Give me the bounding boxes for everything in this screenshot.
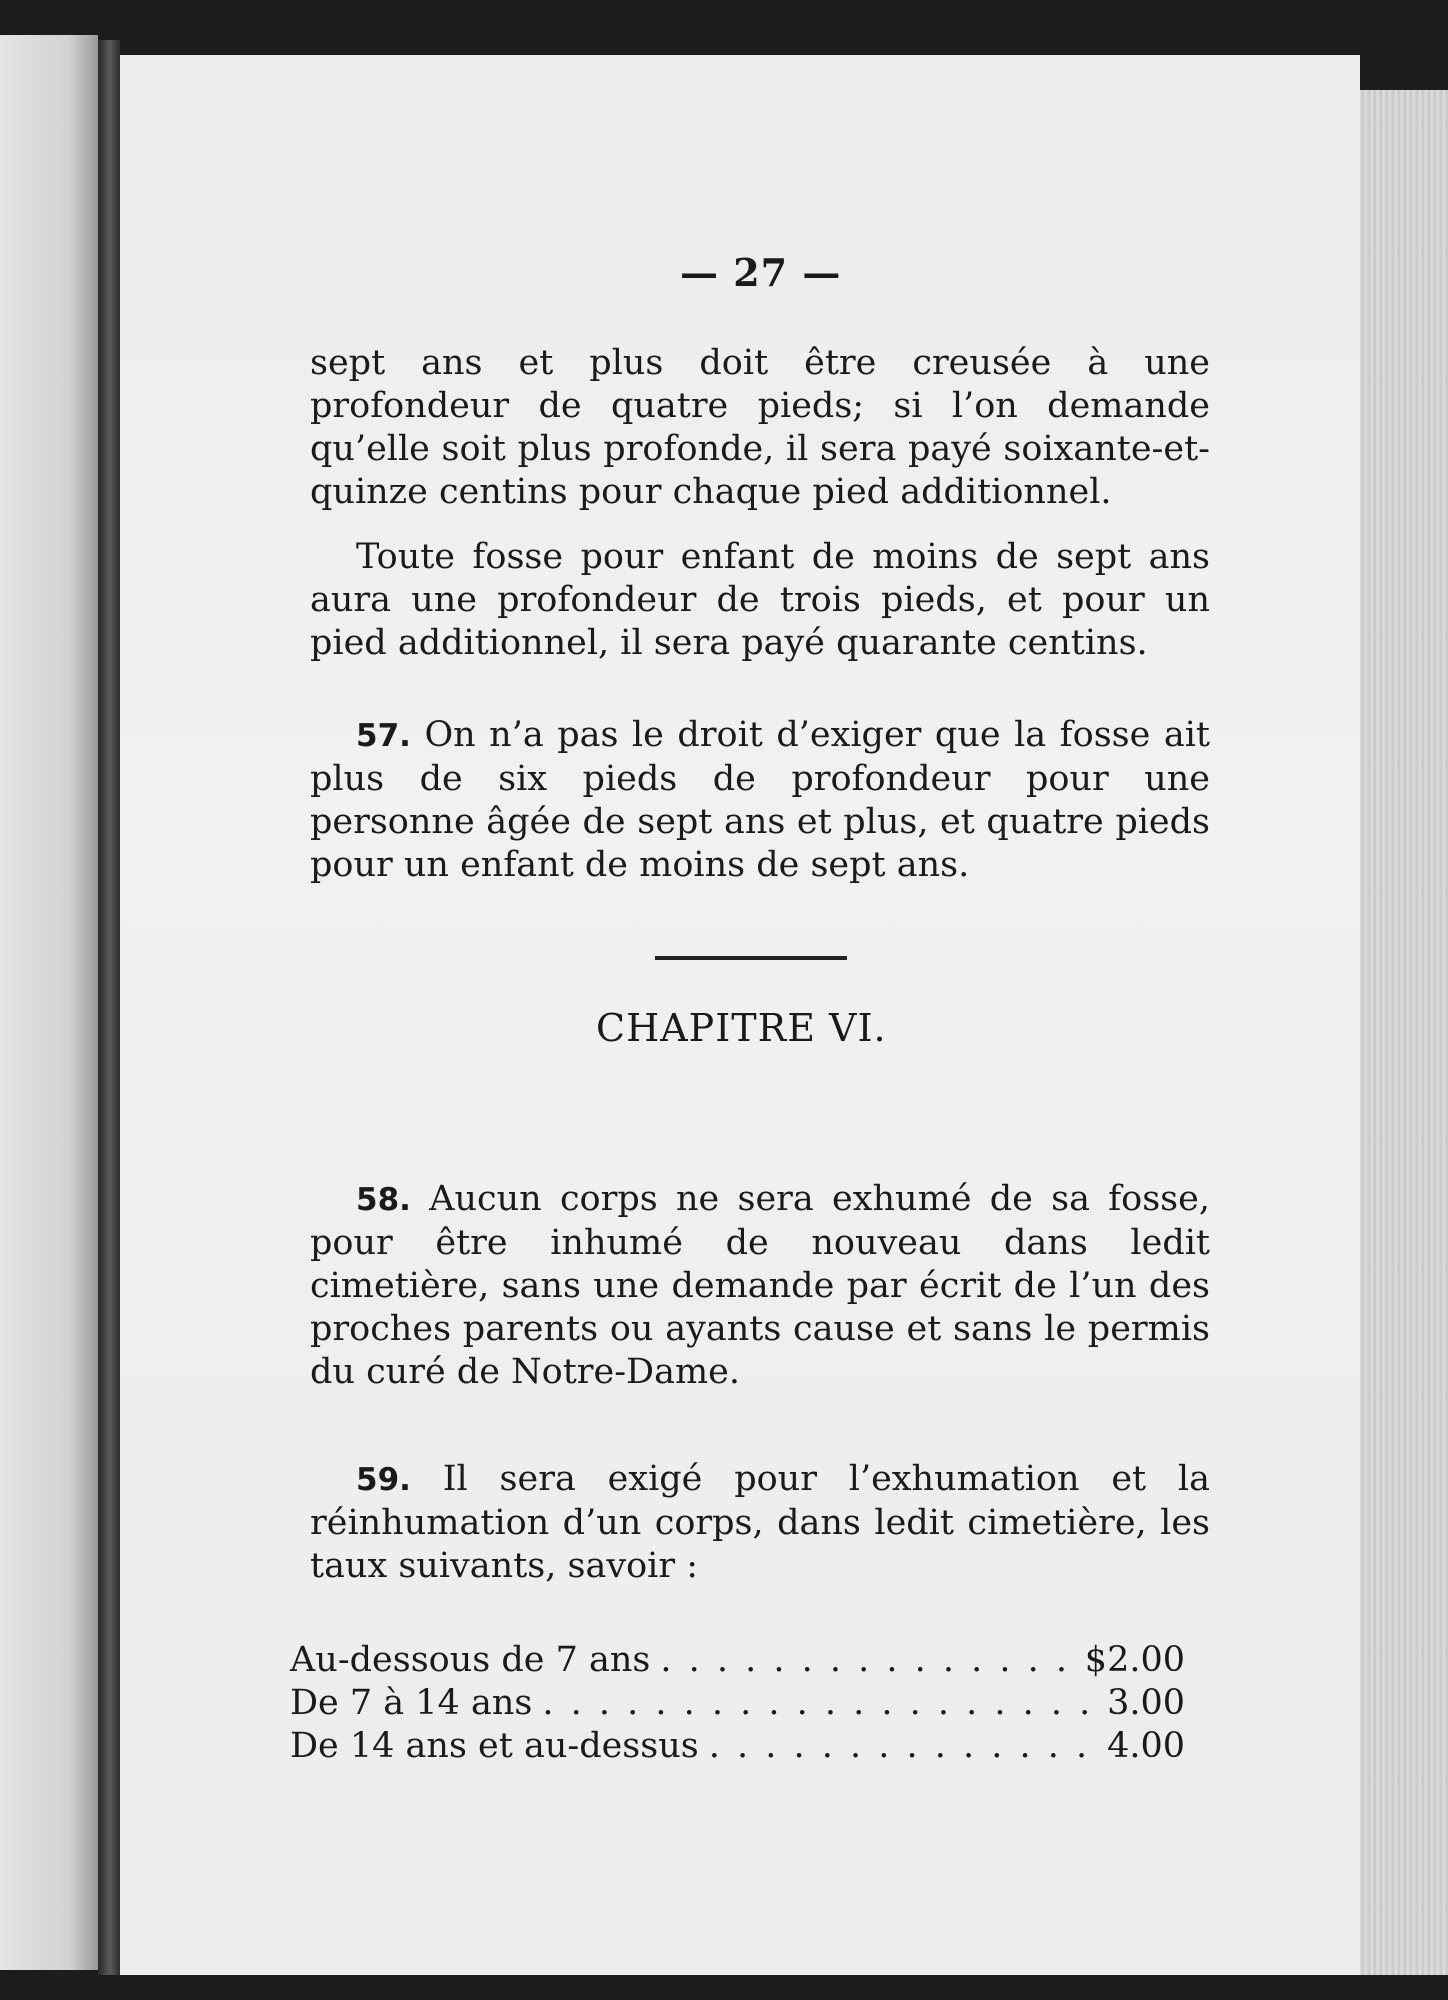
rate-row [290,1726,1185,1769]
rate-label: Au-dessous de 7 ans [290,1640,651,1680]
article-number: 59. [356,1462,411,1498]
rate-price: 4.00 [1107,1726,1185,1766]
article-59 [310,1458,1210,1588]
paragraph-continuation: sept ans et plus doit être creusée à une profondeur de quatre pieds; si l’on demande qu’elle soit plus profonde, il sera payé soixante-et-quinze centins pour chaque pied additionnel. [310,343,1210,512]
page-number: — 27 — [680,250,842,295]
chapter-heading: CHAPITRE VI. [596,1006,887,1050]
article-number: 58. [356,1182,411,1218]
rate-price: $2.00 [1084,1640,1185,1680]
rate-label: De 7 à 14 ans [290,1683,533,1723]
rate-table [290,1640,1185,1769]
article-text: On n’a pas le droit d’exiger que la fosse ait plus de six pieds de profondeur pour une personne âgée de sept ans et plus, et quatre pieds pour un enfant de moins de sept ans. [310,715,1210,885]
article-57 [310,714,1210,887]
book-spine [98,40,120,1975]
rate-row [290,1683,1185,1726]
facing-page-edge [0,35,98,1970]
paragraph-child-grave: Toute fosse pour enfant de moins de sept ans aura une profondeur de trois pieds, et pour un pied additionnel, il sera payé quarante centins. [310,537,1210,663]
leader-dots [542,1683,1097,1723]
section-divider [655,956,847,960]
rate-row [290,1640,1185,1683]
article-text: Il sera exigé pour l’exhumation et la réinhumation d’un corps, dans ledit cimetière, les taux suivants, savoir : [310,1459,1210,1586]
article-text: Aucun corps ne sera exhumé de sa fosse, pour être inhumé de nouveau dans ledit cimetière, sans une demande par écrit de l’un des proches parents ou ayants cause et sans le permis du curé de Notre-Dame. [310,1179,1210,1392]
leader-dots [709,1726,1097,1766]
leader-dots [660,1640,1074,1680]
article-58 [310,1178,1210,1394]
rate-label: De 14 ans et au-dessus [290,1726,699,1766]
article-number: 57. [356,718,411,754]
page-stack-edge [1360,90,1448,1975]
rate-price: 3.00 [1107,1683,1185,1723]
